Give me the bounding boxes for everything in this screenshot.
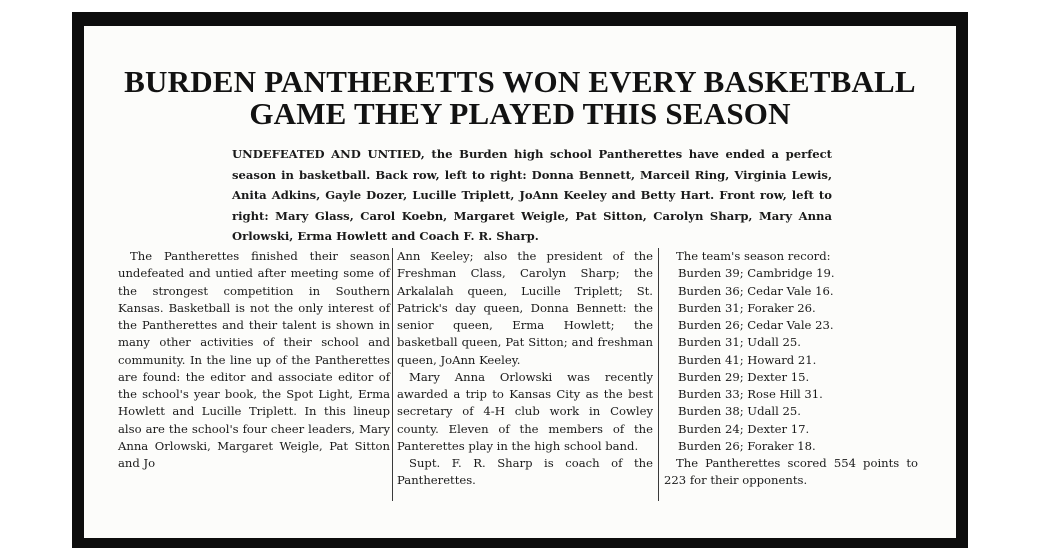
photo-caption: UNDEFEATED AND UNTIED, the Burden high school Pantherettes have ended a perfect season in basketball. Back row, left to right: Donna Bennett, Marceil Ring, Virginia Lewis, Anita Adkins, Gayle Dozer, Lucille Triplett, JoAnn Keeley and Betty Hart. Front row, left to right: Mary Glass, Carol Koebn, Margaret Weigle, Pat Sitton, Carolyn Sharp, Mary Anna Orlowski, Erma Howlett and Coach F. R. Sharp. bbox=[232, 147, 832, 243]
game-result: Burden 26; Cedar Vale 23. bbox=[678, 318, 834, 332]
game-result: Burden 31; Foraker 26. bbox=[678, 300, 816, 315]
headline-line-1: BURDEN PANTHERETTS WON EVERY BASKETBALL bbox=[124, 64, 916, 99]
game-result: Burden 33; Rose Hill 31. bbox=[678, 387, 823, 401]
game-result: Burden 38; Udall 25. bbox=[678, 404, 801, 419]
column2-paragraph-2: Mary Anna Orlowski was recently awarded a trip to Kansas City as the best secretary of 4-H club work in Cowley county. Eleven of the members of the Panterettes play in the high school band. bbox=[397, 369, 653, 453]
season-total-scores: The Pantherettes scored 554 points to 223 for their opponents. bbox=[664, 456, 918, 488]
article-column-2 bbox=[397, 248, 653, 490]
season-record-list bbox=[664, 265, 918, 455]
game-result: Burden 26; Foraker 18. bbox=[678, 438, 816, 453]
column2-paragraph-1: Ann Keeley; also the president of the Freshman Class, Carolyn Sharp; the Arkalalah queen, Lucille Triplett; St. Patrick's day queen, Donna Bennett: the senior queen, Erma Howlett; the basketball queen, Pat Sitton; and freshman queen, JoAnn Keeley. bbox=[397, 249, 653, 367]
game-result: Burden 31; Udall 25. bbox=[678, 335, 801, 350]
column-divider-2 bbox=[658, 248, 659, 501]
column-divider-1 bbox=[392, 248, 393, 501]
game-result: Burden 24; Dexter 17. bbox=[678, 421, 810, 436]
game-result: Burden 36; Cedar Vale 16. bbox=[678, 283, 834, 298]
column2-paragraph-3: Supt. F. R. Sharp is coach of the Pantherettes. bbox=[397, 456, 653, 488]
game-result: Burden 29; Dexter 15. bbox=[678, 369, 810, 384]
headline-line-2: GAME THEY PLAYED THIS SEASON bbox=[249, 96, 791, 131]
newspaper-clipping bbox=[84, 26, 956, 538]
season-record-intro: The team's season record: bbox=[676, 249, 831, 263]
column1-paragraph: The Pantherettes finished their season undefeated and untied after meeting some of the strongest competition in Southern Kansas. Basketball is not the only interest of the Pantherettes and their talent is shown in many other activities of their school and community. In the line up of the Pantherettes are found: the editor and associate editor of the school's year book, the Spot Light, Erma Howlett and Lucille Triplett. In this lineup also are the school's four cheer leaders, Mary Anna Orlowski, Margaret Weigle, Pat Sitton and Jo bbox=[118, 249, 390, 470]
article-column-3 bbox=[664, 248, 918, 490]
article-column-1 bbox=[118, 248, 390, 472]
game-result: Burden 41; Howard 21. bbox=[678, 352, 817, 367]
game-result: Burden 39; Cambridge 19. bbox=[678, 266, 835, 281]
